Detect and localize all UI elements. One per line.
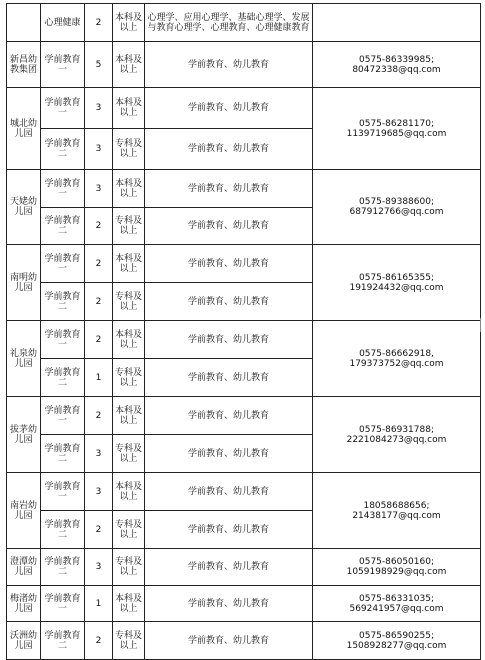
- count-cell: 2: [85, 4, 113, 42]
- major-cell: 学前教育、幼儿教育: [145, 511, 313, 549]
- school-name-cell: 拔茅幼儿园: [7, 397, 41, 473]
- post-cell: 学前教育二: [41, 435, 85, 473]
- post-cell: 心理健康: [41, 4, 85, 42]
- post-cell: 学前教育一: [41, 42, 85, 88]
- table-row: [7, 586, 481, 622]
- major-cell: 学前教育、幼儿教育: [145, 473, 313, 511]
- education-cell: 本科及以上: [113, 170, 145, 208]
- post-cell: 学前教育一: [41, 88, 85, 129]
- contact-phone: 0575-86662918,: [359, 348, 434, 359]
- count-cell: 2: [85, 511, 113, 549]
- education-cell: 本科及以上: [113, 321, 145, 359]
- major-cell: 学前教育、幼儿教育: [145, 359, 313, 397]
- school-name-cell: 天姥幼儿园: [7, 170, 41, 245]
- education-cell: 本科及以上: [113, 42, 145, 88]
- education-cell: 专科及以上: [113, 208, 145, 245]
- school-name-cell: [7, 4, 41, 42]
- education-cell: 专科及以上: [113, 622, 145, 660]
- count-cell: 3: [85, 88, 113, 129]
- post-cell: 学前教育二: [41, 283, 85, 321]
- count-cell: 5: [85, 42, 113, 88]
- count-cell: 3: [85, 435, 113, 473]
- education-cell: 专科及以上: [113, 129, 145, 170]
- contact-cell: [313, 42, 481, 88]
- contact-email: 569241957@qq.com: [349, 603, 444, 614]
- table-row: [7, 397, 481, 435]
- contact-email: 1139719685@qq.com: [346, 128, 447, 139]
- major-cell: 学前教育、幼儿教育: [145, 321, 313, 359]
- contact-phone: 0575-86050160;: [359, 557, 434, 567]
- school-name-cell: 沃洲幼儿园: [7, 622, 41, 660]
- table-row: [7, 88, 481, 129]
- contact-cell: [313, 586, 481, 622]
- education-cell: 专科及以上: [113, 283, 145, 321]
- contact-email: 191924432@qq.com: [349, 282, 444, 293]
- education-cell: 本科及以上: [113, 88, 145, 129]
- post-cell: 学前教育二: [41, 208, 85, 245]
- count-cell: 1: [85, 586, 113, 622]
- contact-phone: 18058688656;: [363, 500, 430, 511]
- table-row: [7, 549, 481, 586]
- table-row: [7, 473, 481, 511]
- count-cell: 2: [85, 245, 113, 283]
- contact-email: 1508928277@qq.com: [346, 640, 447, 651]
- contact-cell: [313, 473, 481, 549]
- major-cell: 心理学、应用心理学、基础心理学、发展与教育心理学、心理教育、心理健康教育: [145, 4, 313, 42]
- major-cell: 学前教育、幼儿教育: [145, 129, 313, 170]
- major-cell: 学前教育、幼儿教育: [145, 245, 313, 283]
- count-cell: 3: [85, 549, 113, 586]
- contact-phone: 0575-86339985;: [359, 54, 434, 65]
- education-cell: 本科及以上: [113, 473, 145, 511]
- school-name-cell: 南岩幼儿园: [7, 473, 41, 549]
- contact-phone: 0575-86590255;: [359, 630, 434, 641]
- post-cell: 学前教育二: [41, 549, 85, 586]
- contact-cell: [313, 4, 481, 42]
- table-row: [7, 321, 481, 359]
- count-cell: 1: [85, 359, 113, 397]
- contact-phone: 0575-86281170;: [359, 118, 434, 129]
- count-cell: 2: [85, 397, 113, 435]
- education-cell: 专科及以上: [113, 549, 145, 586]
- post-cell: 学前教育二: [41, 129, 85, 170]
- contact-cell: [313, 170, 481, 245]
- table-row: [7, 170, 481, 208]
- count-cell: 3: [85, 170, 113, 208]
- school-name-cell: 梅渚幼儿园: [7, 586, 41, 622]
- page-edge-mark: [480, 318, 481, 332]
- count-cell: 3: [85, 129, 113, 170]
- post-cell: 学前教育一: [41, 473, 85, 511]
- contact-cell: [313, 397, 481, 473]
- education-cell: 专科及以上: [113, 511, 145, 549]
- contact-email: 1059198929@qq.com: [346, 567, 447, 577]
- school-name-cell: 礼泉幼儿园: [7, 321, 41, 397]
- post-cell: 学前教育二: [41, 622, 85, 660]
- contact-cell: [313, 622, 481, 660]
- major-cell: 学前教育、幼儿教育: [145, 435, 313, 473]
- post-cell: 学前教育一: [41, 586, 85, 622]
- school-name-cell: 南明幼儿园: [7, 245, 41, 321]
- major-cell: 学前教育、幼儿教育: [145, 283, 313, 321]
- major-cell: 学前教育、幼儿教育: [145, 622, 313, 660]
- major-cell: 学前教育、幼儿教育: [145, 208, 313, 245]
- post-cell: 学前教育一: [41, 397, 85, 435]
- major-cell: 学前教育、幼儿教育: [145, 88, 313, 129]
- table-row: [7, 4, 481, 42]
- major-cell: 学前教育、幼儿教育: [145, 586, 313, 622]
- post-cell: 学前教育一: [41, 245, 85, 283]
- contact-email: 687912766@qq.com: [349, 207, 444, 217]
- contact-phone: 0575-86165355;: [359, 272, 434, 283]
- school-name-cell: 新昌幼教集团: [7, 42, 41, 88]
- recruitment-table: [6, 3, 481, 660]
- count-cell: 2: [85, 283, 113, 321]
- post-cell: 学前教育一: [41, 170, 85, 208]
- contact-email: 80472338@qq.com: [352, 64, 441, 75]
- education-cell: 本科及以上: [113, 4, 145, 42]
- post-cell: 学前教育二: [41, 511, 85, 549]
- contact-cell: [313, 245, 481, 321]
- contact-phone: 0575-86931788;: [359, 424, 434, 435]
- contact-email: 21438177@qq.com: [352, 510, 441, 521]
- post-cell: 学前教育一: [41, 321, 85, 359]
- contact-cell: [313, 321, 481, 397]
- major-cell: 学前教育、幼儿教育: [145, 170, 313, 208]
- count-cell: 2: [85, 208, 113, 245]
- table-row: [7, 622, 481, 660]
- school-name-cell: 城北幼儿园: [7, 88, 41, 170]
- contact-cell: [313, 549, 481, 586]
- education-cell: 本科及以上: [113, 586, 145, 622]
- count-cell: 2: [85, 321, 113, 359]
- major-cell: 学前教育、幼儿教育: [145, 42, 313, 88]
- school-name-cell: 澄潭幼儿园: [7, 549, 41, 586]
- contact-email: 179373752@qq.com: [349, 358, 444, 369]
- major-cell: 学前教育、幼儿教育: [145, 549, 313, 586]
- education-cell: 本科及以上: [113, 397, 145, 435]
- count-cell: 2: [85, 622, 113, 660]
- education-cell: 本科及以上: [113, 245, 145, 283]
- table-row: [7, 42, 481, 88]
- contact-email: 2221084273@qq.com: [346, 434, 447, 445]
- contact-phone: 0575-86331035;: [359, 593, 434, 604]
- major-cell: 学前教育、幼儿教育: [145, 397, 313, 435]
- post-cell: 学前教育二: [41, 359, 85, 397]
- contact-phone: 0575-89388600;: [359, 197, 434, 207]
- education-cell: 专科及以上: [113, 435, 145, 473]
- table-row: [7, 245, 481, 283]
- count-cell: 3: [85, 473, 113, 511]
- education-cell: 专科及以上: [113, 359, 145, 397]
- contact-cell: [313, 88, 481, 170]
